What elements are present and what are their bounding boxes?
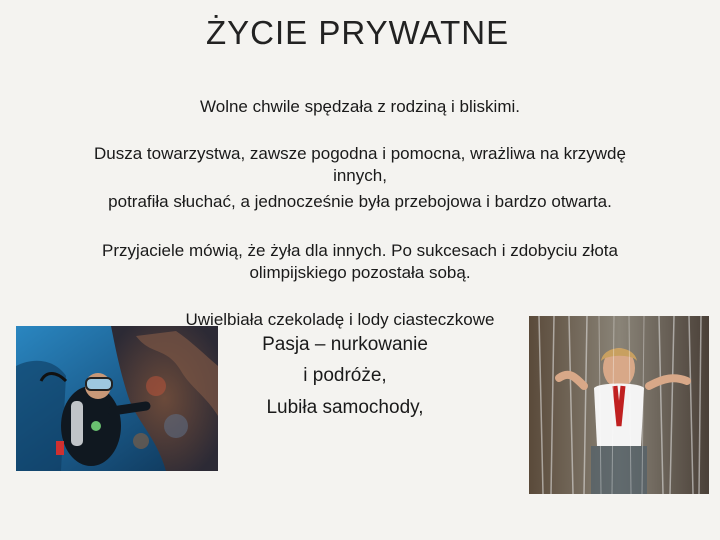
- diver-photo: [16, 326, 218, 471]
- paragraph-friends-line1: Przyjaciele mówią, że żyła dla innych. Po sukcesach i zdobyciu złota: [102, 241, 618, 260]
- hobby-line-diving: Pasja – nurkowanie: [262, 334, 428, 355]
- paragraph-chocolate-text: Uwielbiała czekoladę i lody ciasteczkowe: [185, 310, 495, 329]
- paragraph-personality-line3: potrafiła słuchać, a jednocześnie była przebojowa i bardzo otwarta.: [108, 192, 612, 211]
- paragraph-personality-line1: Dusza towarzystwa, zawsze pogodna i pomocna, wrażliwa na krzywdę: [94, 144, 626, 163]
- waterfall-illustration: [529, 316, 709, 494]
- hobby-line-travel: i podróże,: [303, 365, 387, 386]
- paragraph-friends-line2: olimpijskiego pozostała sobą.: [249, 263, 471, 282]
- paragraph-friends: [30, 240, 690, 284]
- waterfall-photo: [529, 316, 709, 494]
- slide-title: ŻYCIE PRYWATNE: [206, 14, 510, 51]
- paragraph-chocolate: [120, 309, 560, 331]
- diver-illustration: [16, 326, 218, 471]
- paragraph-personality: [30, 143, 690, 213]
- paragraph-free-time: [30, 96, 690, 118]
- paragraph-free-time-text: Wolne chwile spędzała z rodziną i bliskimi.: [200, 97, 520, 116]
- hobby-line-cars: Lubiła samochody,: [266, 397, 424, 418]
- paragraph-personality-line2: innych,: [333, 166, 387, 185]
